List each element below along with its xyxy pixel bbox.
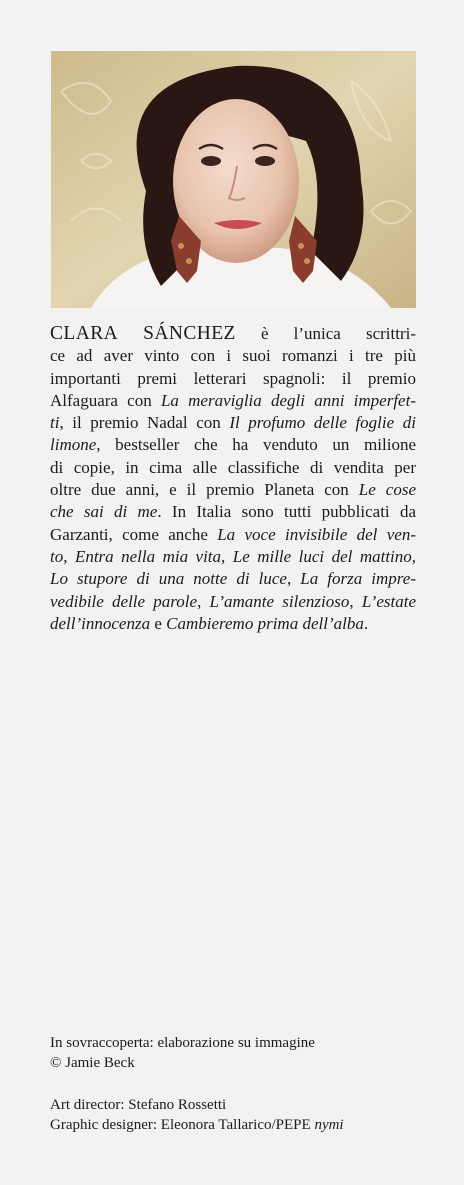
bio-line: Alfaguara con La meraviglia degli anni imperfet- [50,390,416,410]
studio-name: nymi [314,1117,344,1133]
bio-line: di copie, in cima alle classifiche di vendita per [50,457,416,477]
book-title: Lo stupore di una notte di luce [50,569,287,589]
design-credits [50,1095,430,1135]
bio-line: Garzanti, come anche La voce invisibile del ven- [50,524,416,544]
book-title: L’amante silenzioso [209,591,350,611]
bio-line: oltre due anni, e il premio Planeta con Le cose [50,480,416,500]
author-biography [50,323,416,635]
book-title: to [50,546,64,566]
book-title: La voce invisibile del ven- [217,524,416,544]
book-title: Le cose [358,480,416,500]
graphic-designer-credit: Graphic designer: Eleonora Tallarico/PEPE nymi [50,1117,344,1133]
bio-line: CLARA SÁNCHEZ è l’unica scrittri- [50,323,416,344]
photo-copyright: © Jamie Beck [50,1055,135,1071]
bio-line: Lo stupore di una notte di luce, La forza impre- [50,569,416,589]
book-title: vedibile delle parole [50,591,198,611]
bio-line: che sai di me. In Italia sono tutti pubblicati da [50,502,416,522]
cover-credits [50,1033,430,1073]
bio-line: ti, il premio Nadal con Il profumo delle foglie di [50,413,416,433]
bio-line: dell’innocenza e Cambieremo prima dell’alba. [50,613,369,633]
bio-line: to, Entra nella mia vita, Le mille luci del mattino, [50,546,417,566]
book-title: La meraviglia degli anni imperfet- [160,390,416,410]
book-title: che sai di me [50,502,158,522]
author-name: CLARA SÁNCHEZ [50,323,236,344]
bio-line: vedibile delle parole, L’amante silenzioso, L’estate [50,591,416,611]
book-title: dell’innocenza [50,613,151,633]
bio-line: ce ad aver vinto con i suoi romanzi i tre più [50,346,416,366]
art-director-credit: Art director: Stefano Rossetti [50,1097,227,1113]
book-title: ti [50,413,60,433]
book-title: Cambieremo prima dell’alba [166,613,364,633]
bio-line: limone, bestseller che ha venduto un milione [50,435,416,455]
cover-credit-line: In sovraccoperta: elaborazione su immagine [50,1035,315,1051]
book-title: La forza impre- [300,569,416,589]
book-title: Entra nella mia vita [74,546,222,566]
bio-line: importanti premi letterari spagnoli: il premio [50,368,416,388]
author-portrait-image [51,51,416,308]
book-title: limone [50,435,97,455]
book-title: Il profumo delle foglie di [229,413,416,433]
author-photo [51,51,416,308]
book-title: L’estate [361,591,416,611]
book-title: Le mille luci del mattino [232,546,412,566]
